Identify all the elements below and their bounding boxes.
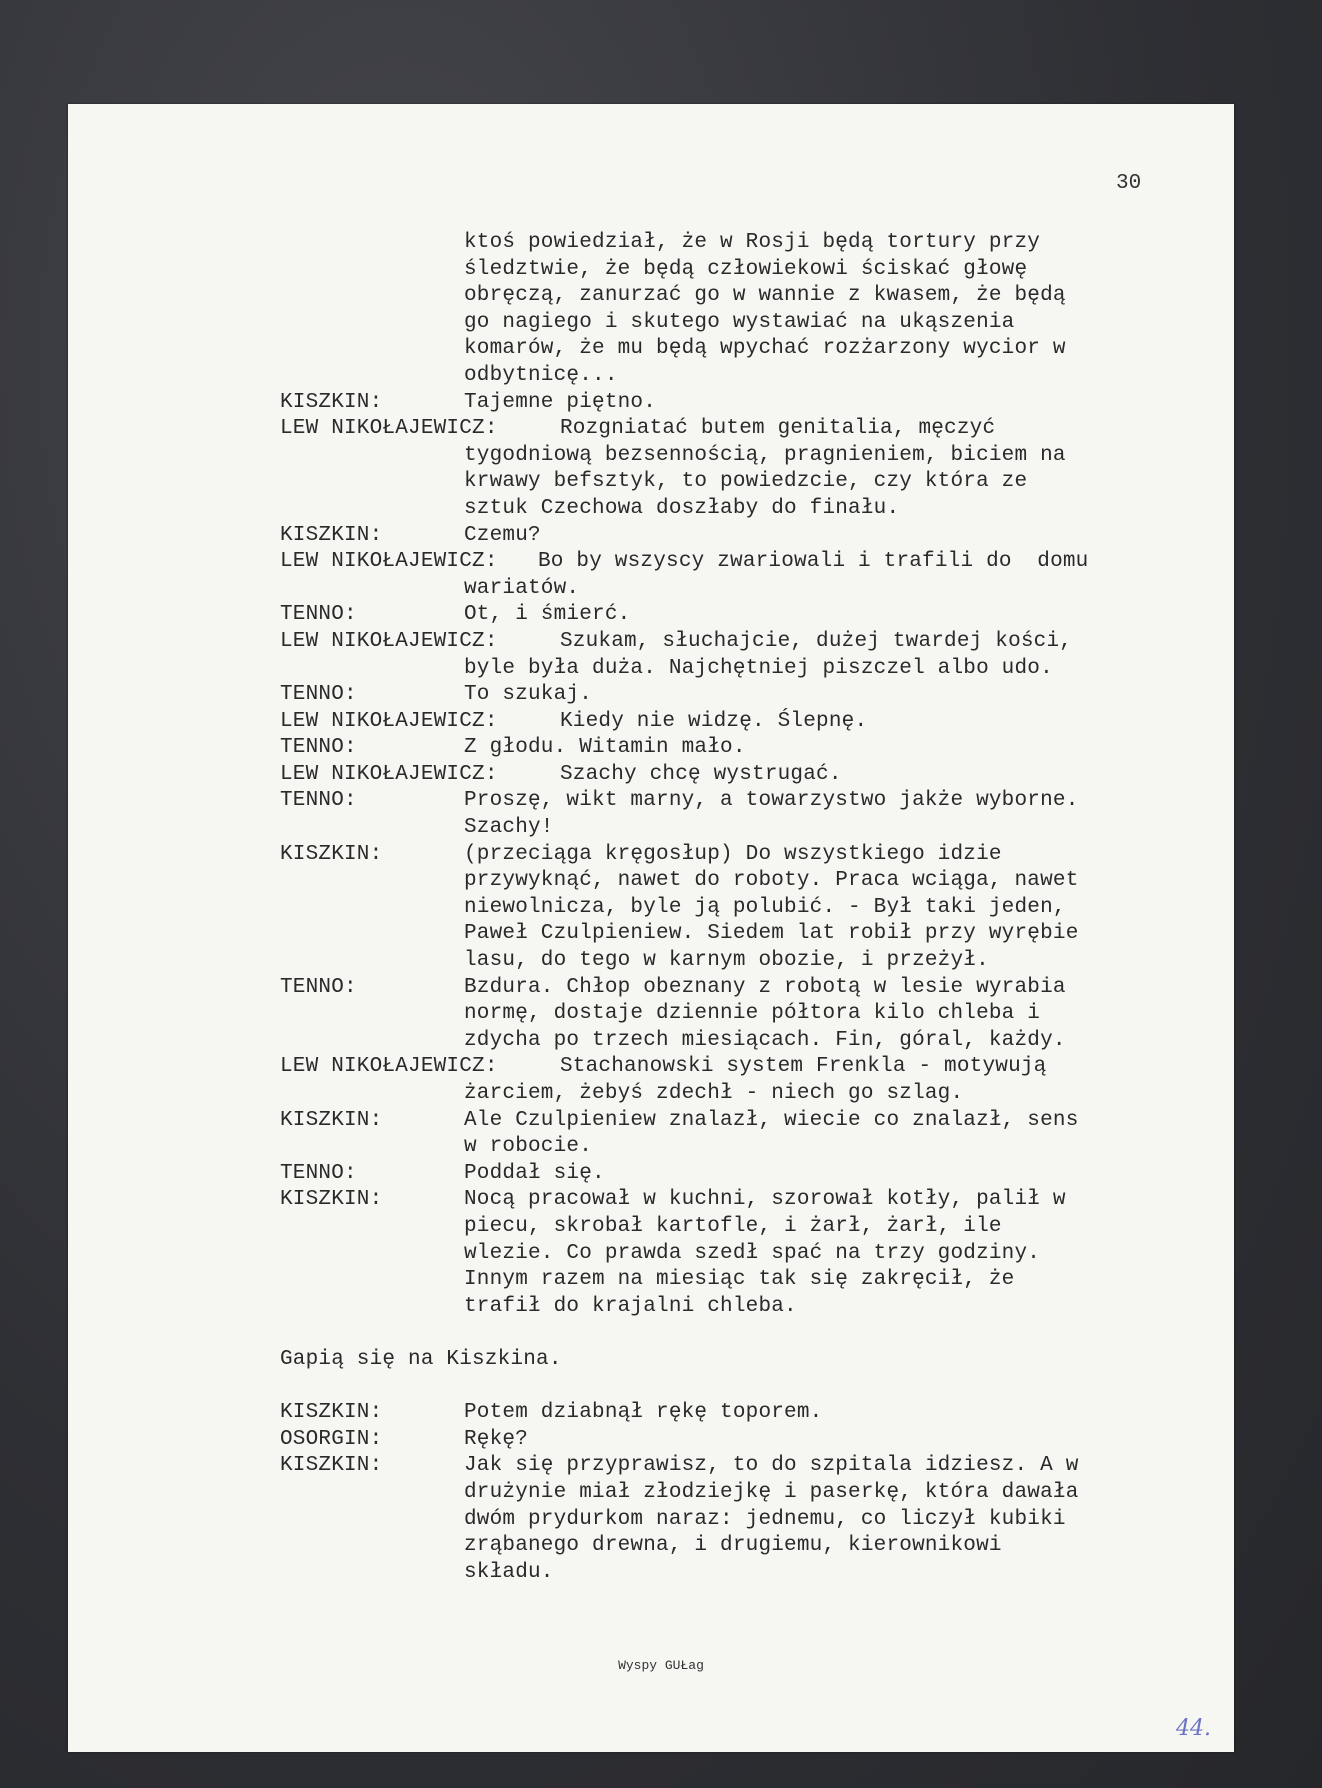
script-line — [280, 257, 1150, 284]
script-line — [280, 975, 1150, 1002]
dialogue-text: niewolnicza, byle ją polubić. - Był taki jeden, — [464, 895, 1066, 919]
dialogue-text: lasu, do tego w karnym obozie, i przeżył. — [464, 949, 989, 973]
script-line — [280, 1081, 1150, 1108]
dialogue-text: ktoś powiedział, że w Rosji będą tortury przy — [464, 231, 1041, 254]
dialogue-text: Poddał się. — [464, 1161, 605, 1185]
speaker-name: LEW NIKOŁAJEWICZ: — [280, 550, 498, 574]
script-line — [280, 469, 1150, 496]
dialogue-text: obręczą, zanurzać go w wannie z kwasem, że będą — [464, 284, 1066, 308]
script-line — [280, 1161, 1150, 1188]
script-line — [280, 1427, 1150, 1454]
script-line — [280, 1400, 1150, 1427]
speaker-name: KISZKIN: — [280, 1108, 383, 1132]
footer-title: Wyspy GUŁag — [618, 1658, 704, 1673]
script-line — [280, 1187, 1150, 1214]
script-line — [280, 602, 1150, 629]
script-body — [280, 230, 1150, 1586]
script-line — [280, 310, 1150, 337]
dialogue-text: Ot, i śmierć. — [464, 603, 631, 627]
script-line — [280, 496, 1150, 523]
dialogue-text: Paweł Czulpieniew. Siedem lat robił przy wyrębie — [464, 922, 1079, 946]
script-line — [280, 629, 1150, 656]
script-line — [280, 416, 1150, 443]
dialogue-text: tygodniową bezsennością, pragnieniem, biciem na — [464, 443, 1066, 467]
speaker-name: KISZKIN: — [280, 1454, 383, 1478]
script-line — [280, 1108, 1150, 1135]
dialogue-block — [280, 230, 1150, 1320]
speaker-name: TENNO: — [280, 975, 357, 999]
dialogue-text: Jak się przyprawisz, to do szpitala idziesz. A w — [464, 1454, 1079, 1478]
speaker-name: TENNO: — [280, 683, 357, 707]
dialogue-text: w robocie. — [464, 1135, 593, 1159]
script-line — [280, 1001, 1150, 1028]
dialogue-text: (przeciąga kręgosłup) Do wszystkiego idzie — [464, 842, 1002, 866]
script-line — [280, 735, 1150, 762]
speaker-name: TENNO: — [280, 736, 357, 760]
dialogue-text: dwóm prydurkom naraz: jednemu, co liczył kubiki — [464, 1507, 1066, 1531]
script-line — [280, 336, 1150, 363]
script-line — [280, 1480, 1150, 1507]
script-line — [280, 948, 1150, 975]
script-line — [280, 656, 1150, 683]
dialogue-text: Bo by wszyscy zwariowali i trafili do domu — [538, 550, 1089, 574]
script-line — [280, 390, 1150, 417]
dialogue-text: piecu, skrobał kartofle, i żarł, żarł, ile — [464, 1214, 1002, 1238]
speaker-name: KISZKIN: — [280, 1401, 383, 1425]
script-line — [280, 709, 1150, 736]
speaker-name: LEW NIKOŁAJEWICZ: — [280, 417, 498, 441]
script-line — [280, 549, 1150, 576]
dialogue-text: Innym razem na miesiąc tak się zakręcił, że — [464, 1268, 1015, 1292]
dialogue-text: odbytnicę... — [464, 363, 618, 387]
script-line — [280, 682, 1150, 709]
dialogue-text: Ale Czulpieniew znalazł, wiecie co znalazł, sens — [464, 1108, 1079, 1132]
dialogue-text: Stachanowski system Frenkla - motywują — [560, 1055, 1047, 1079]
script-line — [280, 842, 1150, 869]
dialogue-text: Rękę? — [464, 1427, 529, 1451]
dialogue-text: Szachy chcę wystrugać. — [560, 762, 842, 786]
speaker-name: LEW NIKOŁAJEWICZ: — [280, 709, 498, 733]
speaker-name: KISZKIN: — [280, 1188, 383, 1212]
dialogue-text: przywyknąć, nawet do roboty. Praca wciąga, nawet — [464, 869, 1079, 893]
speaker-name: KISZKIN: — [280, 842, 383, 866]
speaker-name: TENNO: — [280, 1161, 357, 1185]
stage-direction-text: Gapią się na Kiszkina. — [280, 1347, 562, 1371]
script-line — [280, 1241, 1150, 1268]
dialogue-text: Bzdura. Chłop obeznany z robotą w lesie wyrabia — [464, 975, 1066, 999]
script-line — [280, 523, 1150, 550]
spacer — [280, 1320, 1150, 1347]
dialogue-text: normę, dostaje dziennie półtora kilo chleba i — [464, 1002, 1041, 1026]
script-line — [280, 443, 1150, 470]
script-line — [280, 1507, 1150, 1534]
script-line — [280, 576, 1150, 603]
dialogue-text: sztuk Czechowa doszłaby do finału. — [464, 496, 900, 520]
script-line — [280, 1214, 1150, 1241]
speaker-name: LEW NIKOŁAJEWICZ: — [280, 1055, 498, 1079]
script-line — [280, 788, 1150, 815]
dialogue-text: wlezie. Co prawda szedł spać na trzy godziny. — [464, 1241, 1041, 1265]
speaker-name: TENNO: — [280, 603, 357, 627]
script-line — [280, 1134, 1150, 1161]
dialogue-text: Szachy! — [464, 816, 554, 840]
spacer — [280, 1374, 1150, 1401]
dialogue-text: drużynie miał złodziejkę i paserkę, która dawała — [464, 1480, 1079, 1504]
script-line — [280, 895, 1150, 922]
script-line — [280, 283, 1150, 310]
script-line — [280, 1560, 1150, 1587]
script-line — [280, 868, 1150, 895]
dialogue-text: Kiedy nie widzę. Ślepnę. — [560, 709, 868, 733]
dialogue-text: Z głodu. Witamin mało. — [464, 736, 746, 760]
dialogue-text: śledztwie, że będą człowiekowi ściskać głowę — [464, 257, 1028, 281]
dialogue-text: wariatów. — [464, 576, 580, 600]
script-line — [280, 1267, 1150, 1294]
speaker-name: TENNO: — [280, 789, 357, 813]
script-line — [280, 921, 1150, 948]
script-line — [280, 815, 1150, 842]
dialogue-text: Tajemne piętno. — [464, 390, 657, 414]
dialogue-block — [280, 1400, 1150, 1586]
archive-number: 44. — [1176, 1716, 1211, 1741]
script-line — [280, 762, 1150, 789]
script-line — [280, 1054, 1150, 1081]
dialogue-text: trafił do krajalni chleba. — [464, 1294, 797, 1318]
script-line — [280, 230, 1150, 257]
speaker-name: LEW NIKOŁAJEWICZ: — [280, 629, 498, 653]
script-line — [280, 363, 1150, 390]
script-line — [280, 1453, 1150, 1480]
speaker-name: LEW NIKOŁAJEWICZ: — [280, 762, 498, 786]
dialogue-text: To szukaj. — [464, 683, 593, 707]
dialogue-text: Czemu? — [464, 523, 541, 547]
dialogue-text: Rozgniatać butem genitalia, męczyć — [560, 417, 996, 441]
dialogue-text: zdycha po trzech miesiącach. Fin, góral, każdy. — [464, 1028, 1066, 1052]
dialogue-text: komarów, że mu będą wpychać rozżarzony wycior w — [464, 337, 1066, 361]
speaker-name: OSORGIN: — [280, 1427, 383, 1451]
page-number: 30 — [1116, 172, 1142, 195]
dialogue-text: żarciem, żebyś zdechł - niech go szlag. — [464, 1082, 964, 1105]
dialogue-text: Potem dziabnął rękę toporem. — [464, 1401, 823, 1425]
speaker-name: KISZKIN: — [280, 523, 383, 547]
dialogue-text: Szukam, słuchajcie, dużej twardej kości, — [560, 629, 1073, 653]
script-line — [280, 1028, 1150, 1055]
dialogue-text: go nagiego i skutego wystawiać na ukąszenia — [464, 310, 1015, 334]
script-line — [280, 1533, 1150, 1560]
dialogue-text: składu. — [464, 1560, 554, 1584]
dialogue-text: Nocą pracował w kuchni, szorował kotły, palił w — [464, 1188, 1066, 1212]
dialogue-text: Proszę, wikt marny, a towarzystwo jakże wyborne. — [464, 789, 1079, 813]
dialogue-text: byle była duża. Najchętniej piszczel albo udo. — [464, 656, 1053, 680]
dialogue-text: zrąbanego drewna, i drugiemu, kierownikowi — [464, 1534, 1002, 1558]
script-line — [280, 1294, 1150, 1321]
stage-direction — [280, 1347, 1150, 1374]
dialogue-text: krwawy befsztyk, to powiedzcie, czy która ze — [464, 470, 1028, 494]
speaker-name: KISZKIN: — [280, 390, 383, 414]
